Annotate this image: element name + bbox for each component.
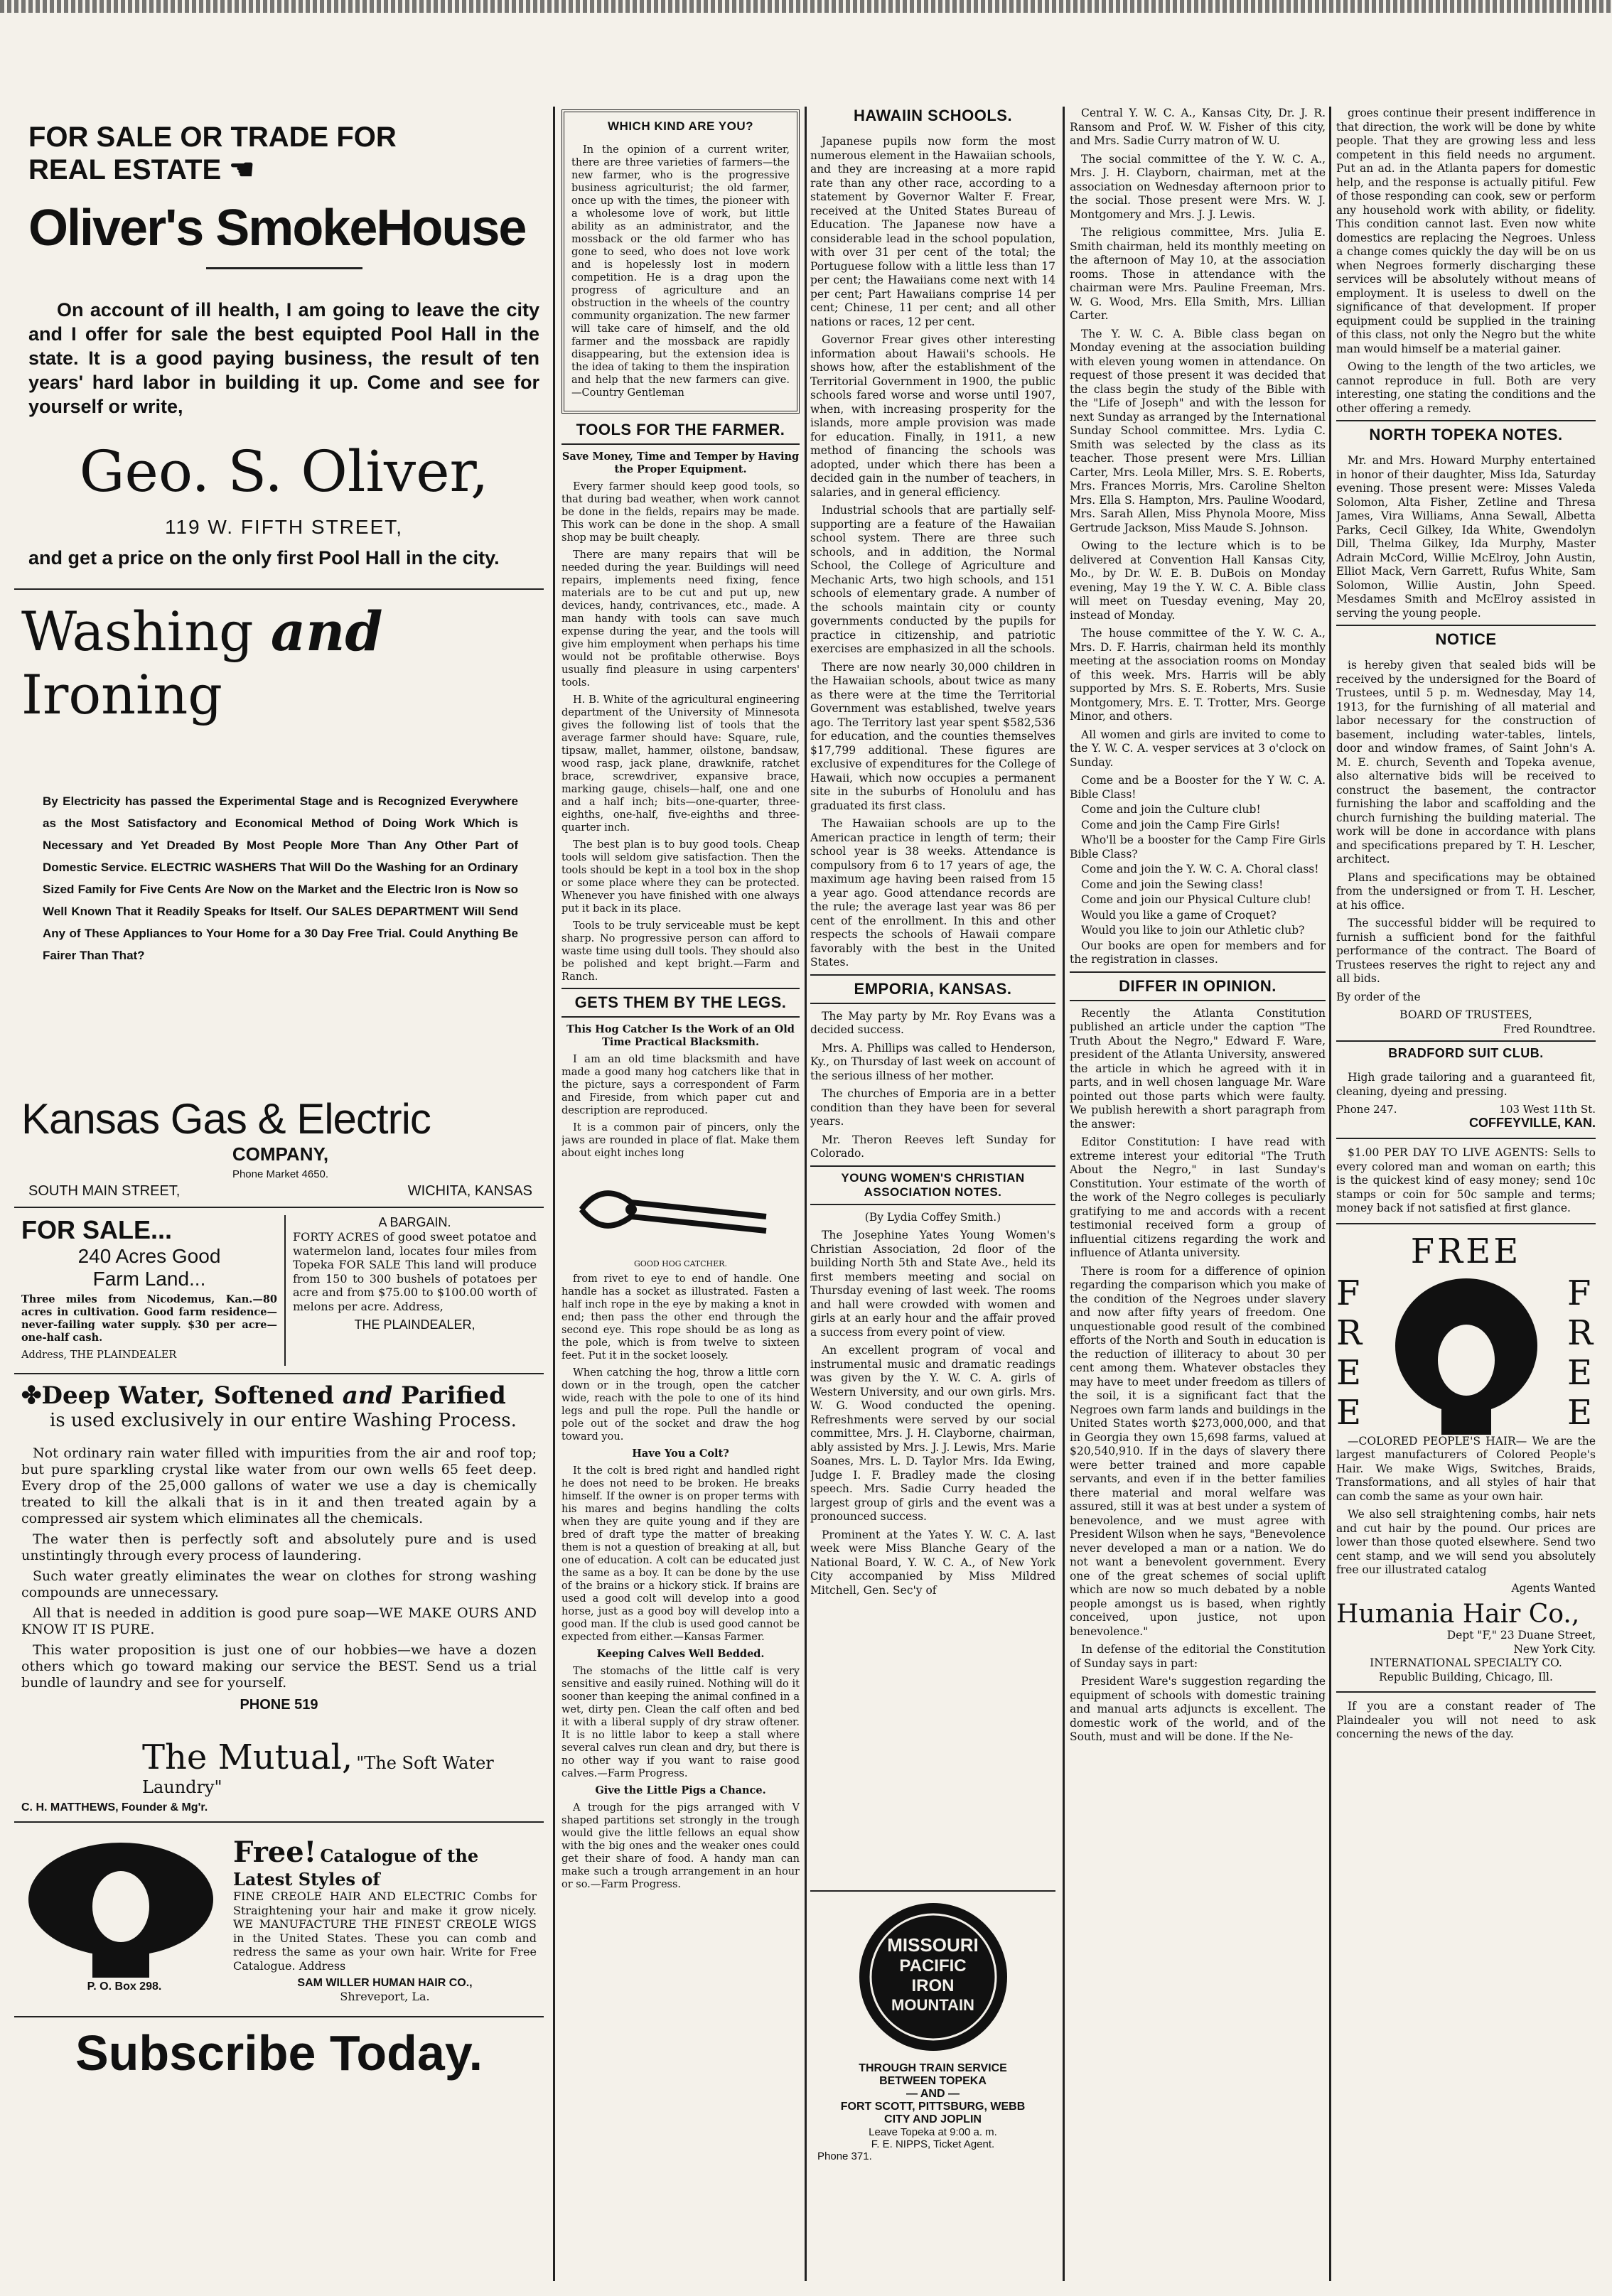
ad-body: On account of ill health, I am going to leave the city and I offer for sale the best equipted Pool Hall in the state. It is a good paying business, the result of ten years' hard labor in building it up. Come and see for yourself or write,	[28, 299, 539, 417]
slogan-item: Would you like to join our Athletic club?	[1081, 924, 1305, 937]
column-rule	[1063, 107, 1065, 2281]
article-paragraph: It is a common pair of pincers, only the jaws are rounded in place of flat. Make them about eight inches long	[561, 1122, 800, 1159]
divider	[14, 1207, 544, 1208]
article-paragraph: The religious committee, Mrs. Julia E. Smith chairman, held its monthly meeting on the afternoon of May 10, at the association rooms. Those in attendance with the chairman were Mrs. Pauline Freeman, Mrs. W. G. Wood, Mrs. Ella Smith, Mrs. Lillian Carter.	[1070, 226, 1326, 322]
mutual-line: The Mutual, "The Soft Water Laundry"	[142, 1737, 494, 1797]
ad-headline: FOR SALE OR TRADE FOR	[28, 122, 397, 153]
land-body: Three miles from Nicodemus, Kan.—80 acres in cultivation. Good farm residence—never-failing water supply. $30 per acre—one-half cash.	[21, 1293, 277, 1344]
article-paragraph: The house committee of the Y. W. C. A., Mrs. D. F. Harris, chairman held its monthly meeting at the association rooms on Monday of this week. Mrs. Harris will be ably supported by Mrs. S. E. Roberts, Mrs. Susie Montgomery, Mrs. E. T. Trotter, Mrs. George Minor, and others.	[1070, 627, 1326, 723]
free-vertical: FREE	[1567, 1273, 1594, 1433]
article-paragraph: When catching the hog, throw a little corn down or in the trough, open the catcher wide, reach with the pole to one of its hind legs and pull the rope. Pull the handle or pole out of the socket and draw the hog toward you.	[561, 1367, 800, 1443]
ads-column	[14, 107, 544, 2281]
free-hair-ad	[1336, 1271, 1596, 1435]
water-subtitle: is used exclusively in our entire Washing Process.	[50, 1410, 517, 1431]
article-title: EMPORIA, KANSAS.	[810, 974, 1055, 1004]
owner-address: 119 W. FIFTH STREET,	[164, 516, 404, 538]
article-paragraph: Owing to the length of the two articles, we cannot reproduce in full. Both are very interesting, one stating the conditions and the other offering a remedy.	[1336, 360, 1596, 415]
article-subtitle: This Hog Catcher Is the Work of an Old Time Practical Blacksmith.	[566, 1023, 795, 1048]
divider	[1336, 1138, 1596, 1139]
creole-image	[21, 1836, 227, 2003]
rr-line: BETWEEN TOPEKA	[879, 2075, 987, 2087]
phone: Phone Market 4650.	[232, 1168, 329, 1180]
article-paragraph: The May party by Mr. Roy Evans was a decided success.	[810, 1009, 1055, 1036]
washing-body: By Electricity has passed the Experimental Stage and is Recognized Everywhere as the Most Satisfactory and Economical Method of Doing Work Which is Necessary and Yet Dreaded By Most People More Than Any Other Part of Domestic Service. ELECTRIC WASHERS That Will Do the Washing for an Ordinary Sized Family for Five Cents Are Now on the Market and the Electric Iron is Now so Well Known That it Readily Speaks for Itself. Our SALES DEPARTMENT Will Send Any of These Appliances to Your Home for a 30 Day Free Trial. Could Anything Be Fairer Than That?	[43, 794, 518, 962]
hair-address: Dept "F," 23 Duane Street,	[1446, 1629, 1596, 1642]
divider	[14, 1373, 544, 1374]
rr-line: F. E. NIPPS, Ticket Agent.	[871, 2138, 995, 2150]
article-title: GETS THEM BY THE LEGS.	[561, 988, 800, 1018]
article-paragraph: Recently the Atlanta Constitution published an article under the caption "The Truth About the Negro," Edward F. Ware, president of the Atlanta University, answered the article in which he agreed with it in parts, and in well chosen language Mr. Ware pointed out those parts which were faulty. We publish herewith a short paragraph from the answer:	[1070, 1006, 1326, 1131]
article-subtitle: Save Money, Time and Temper by Having the Proper Equipment.	[561, 451, 800, 475]
column-rule	[805, 107, 807, 2281]
hair-address: INTERNATIONAL SPECIALTY CO.	[1370, 1656, 1562, 1669]
article-title: DIFFER IN OPINION.	[1070, 971, 1326, 1001]
article-paragraph: Governor Frear gives other interesting information about Hawaii's schools. He shows how, after the establishment of the Territorial Government in 1900, the public schools fared worse and worse until 1907, when, with increasing prosperity for the islands, more ample provision was made for education. Finally, in 1911, a new method of financing the schools was adopted, under which there has been a decided gain in the number of teachers, in salaries, and in general efficiency.	[810, 333, 1055, 499]
notice-signature: Fred Roundtree.	[1503, 1022, 1596, 1035]
slogan-item: Would you like a game of Croquet?	[1081, 908, 1277, 922]
divider	[1336, 1223, 1596, 1224]
notice-signature: BOARD OF TRUSTEES,	[1399, 1008, 1532, 1021]
article-paragraph: Every farmer should keep good tools, so that during bad weather, when work cannot be done in the fields, repairs may be made. This work can be done in the shop. A small shop may be built cheaply.	[561, 481, 800, 544]
column-4	[1070, 107, 1326, 2281]
article-paragraph: Our books are open for members and for the registration in classes.	[1070, 939, 1326, 966]
land-address: Address, THE PLAINDEALER	[21, 1349, 177, 1361]
ad-footer: and get a price on the only first Pool Hall in the city.	[28, 547, 500, 568]
article-paragraph: Tools to be truly serviceable must be kept sharp. No progressive person can afford to waste time using dull tools. They should also be polished and kept bright.—Farm and Ranch.	[561, 920, 800, 983]
land-title: FOR SALE...	[21, 1215, 173, 1244]
article-paragraph: —COLORED PEOPLE'S HAIR— We are the largest manufacturers of Colored People's Hair. We make Wigs, Switches, Braids, Transformations, and all styles of hair that can comb the same as your own hair.	[1336, 1434, 1596, 1503]
article-paragraph: Plans and specifications may be obtained from the undersigned or from T. H. Lescher, at his office.	[1336, 871, 1596, 912]
article-title: NOTICE	[1336, 625, 1596, 653]
article-paragraph: Mr. and Mrs. Howard Murphy entertained in honor of their daughter, Miss Ida, Saturday evening. Those present were: Misses Valeda Solomon, Alta Fisher, Zetline and Thresa James, Vira Williams, Anna Sewall, Albetta Parks, Cecil Gilkey, Ida White, Gwendolyn Dill, Thelma Gilkey, Ida Murphy, Master Adrain McCord, Willie McElroy, John Austin, Elliot Mack, Vern Garrett, Rufus White, Sam Solomon, Willie Austin, John Speed. Mesdames Smith and McElroy assisted in serving the young people.	[1336, 454, 1596, 620]
water-title: ✤Deep Water, Softened and Parified	[21, 1381, 506, 1410]
article-paragraph: Owing to the lecture which is to be delivered at Convention Hall Kansas City, Mo., by Dr. W. E. B. DuBois on Monday evening, May 19 the Y. W. C. A. Bible class will meet on Tuesday evening, May 20, instead of Monday.	[1070, 539, 1326, 622]
notice-signature: By order of the	[1336, 990, 1421, 1003]
subscribe-banner: Subscribe Today.	[75, 2025, 483, 2081]
article-paragraph: The best plan is to buy good tools. Cheap tools will seldom give satisfaction. Then the tools should be kept in a tool box in the shop or some place where they can be protected. Whenever you have finished with one always put it back in its place.	[561, 839, 800, 915]
column-5	[1336, 107, 1596, 2281]
article-title: YOUNG WOMEN'S CHRISTIAN ASSOCIATION NOTES.	[810, 1165, 1055, 1205]
article-paragraph: An excellent program of vocal and instrumental music and dramatic readings was given by the Y. W. C. A. girls of Western University, and our own girls. Mrs. W. G. Wood conducted the opening. Refreshments were served by our social committee, Mrs. J. H. Clayborne, chairman, ably assisted by Mrs. J. J. Lewis, Mrs. Marie Soanes, Mrs. L. D. Taylor Mrs. Ida Ewing, Judge I. F. Bradley made the closing speech. Mrs. Sadie Curry headed the largest group of girls and the event was a pronounced success.	[810, 1344, 1055, 1523]
article-paragraph: The Y. W. C. A. Bible class began on Monday evening at the association building with eleven young women in attendance. On request of those present it was decided that the class begin the study of the Bible with the "Life of Joseph" and with the lesson for next Sunday as arranged by the International Sunday School committee. Mrs. Lydia C. Smith was selected by the class as its teacher. Those present were Mrs. Lillian Carter, Mrs. Leola Miller, Mrs. S. E. Roberts, Mrs. Frances Morris, Mrs. Caroline Shelton Mrs. Ella S. Hampton, Mrs. Pauline Woodard, Mrs. Sarah Allen, Miss Phynola Moore, Miss Gertrude Jackson, Miss Maude S. Johnson.	[1070, 327, 1326, 534]
divider	[1336, 1691, 1596, 1693]
article-paragraph: Japanese pupils now form the most numerous element in the Hawaiian schools, and they are increasing at a more rapid rate than any other race, according to a statement by Governor Walter F. Frear, received at the United States Bureau of Education. The Japanese now have a considerable lead in the school population, with over 31 per cent of the total; the Portuguese follow with a little less than 17 per cent; the Hawaiians come next with 14 per cent; Part Hawaiians comprise 14 per cent; Chinese, 11 per cent; and all other nations or races, 12 per cent.	[810, 135, 1055, 328]
divider	[206, 267, 362, 269]
water-paragraph: Such water greatly eliminates the wear on clothes for strong washing compounds are unnecessary.	[21, 1568, 537, 1600]
article-paragraph: High grade tailoring and a guaranteed fit, cleaning, dyeing and pressing.	[1336, 1071, 1596, 1098]
ad-land	[14, 1215, 286, 1366]
free-banner: FREE	[1410, 1231, 1522, 1271]
article-paragraph: The stomachs of the little calf is very sensitive and easily ruined. Nothing will do it sooner than keeping the animal confined in a wet, dirty pen. Clean the calf often and bed it with a liberal supply of dry straw oftener. It is no little labor to keep a stall where several calves run clean and dry, but there is no other way if you want to raise good calves.—Farm Progress.	[561, 1666, 800, 1779]
reader-note: If you are a constant reader of The Plaindealer you will not need to ask concerning the news of the day.	[1336, 1700, 1596, 1740]
article-paragraph: We also sell straightening combs, hair nets and cut hair by the pound. Our prices are lower than those quoted elsewhere. Send two cent stamp, and we will send you absolutely free our illustrated catalog	[1336, 1508, 1596, 1576]
article-title: Give the Little Pigs a Chance.	[595, 1784, 766, 1796]
bargain-body: FORTY ACRES of good sweet potatoe and watermelon land, locates four miles from Topeka FOR SALE This land will produce from 150 to 300 bushels of potatoes per acre and from $75.00 to $100.00 worth of melons per acre. Address,	[293, 1230, 537, 1313]
rr-line: Phone 371.	[817, 2150, 872, 2162]
creole-text	[227, 1836, 537, 2003]
figure-caption: GOOD HOG CATCHER.	[634, 1259, 727, 1268]
article-title: BRADFORD SUIT CLUB.	[1336, 1040, 1596, 1065]
pointing-hand-icon: ☚	[229, 154, 255, 185]
article-paragraph: The social committee of the Y. W. C. A., Mrs. J. H. Clayborn, chairman, met at the association on Wednesday afternoon prior to the social. Those present were Mrs. W. J. Montgomery and Mrs. J. J. Lewis.	[1070, 152, 1326, 221]
article-paragraph: There is room for a difference of opinion regarding the comparison which you make of the condition of the Negroes under slavery and now after fifty years of freedom. One unquestionable good result of the combined efforts of the North and South in education is the reduction of illiteracy to about 30 per cent among them. Whatever obstacles they may have to meet under freedom as tillers of the soil, it is a significant fact that the Negroes own farm lands and buildings in the United States worth $273,000,000, and that in Georgia they own 15,698 farms, valued at $20,540,910. If in the days of slavery there were better trained and more capable servants, and even if in the better families there material and moral welfare was assured, still it was at best under a system of benevolence, and we must agree with President Wilson when he says, "Benevolence never developed a man or a nation. We do not want a benevolent government. Every one of the great schemes of social uplift which are now so much debated by a noble people amongst us is based, when rightly conceived, upon justice, not upon benevolence."	[1070, 1264, 1326, 1638]
water-paragraph: The water then is perfectly soft and absolutely pure and is used unstintingly through every process of laundering.	[21, 1531, 537, 1563]
article-title: Have You a Colt?	[632, 1448, 729, 1460]
hair-address: New York City.	[1513, 1642, 1596, 1656]
article-paragraph: A trough for the pigs arranged with V shaped partitions set strongly in the trough would give the little fellows an equal show with the big ones and the weaker ones could get their share of food. A handy man can make such a trough arrangement in an hour or so.—Farm Progress.	[561, 1802, 800, 1890]
article-title: HAWAIIN SCHOOLS.	[853, 107, 1013, 124]
ad-railroad	[810, 1890, 1055, 2275]
article-body: In the opinion of a current writer, there are three varieties of farmers—the new farmer, who is the progressive business agriculturist; the old farmer, once up with the times, the pioneer with a wholesome love of work, but little ability as an administrator, and the mossback or the old farmer who has gone to seed, who does not love work and is hopelessly lost in modern competition. He is a drag upon the progress of agriculture and an obstruction in the wheels of the country community organization. The new farmer will take care of himself, and the old farmer and the mossback are rapidly disappearing, but the extension idea is the idea of taking to them the inspiration and help that the new farmers can give.—Country Gentleman	[571, 144, 790, 399]
company-address: SOUTH MAIN STREET, WICHITA, KANSAS	[28, 1183, 532, 1199]
article-paragraph: I am an old time blacksmith and have made a good many hog catchers like that in the picture, says a correspondent of Farm and Fireside, from which paper cut and description are reproduced.	[561, 1054, 800, 1116]
hog-catcher-icon	[574, 1167, 788, 1252]
slogan-item: Come and join our Physical Culture club!	[1081, 893, 1311, 906]
article-paragraph: President Ware's suggestion regarding the equipment of schools with domestic training and manual arts adjuncts is excellent. The domestic work of the world, and of the South, must and will be done. If the Ne-	[1070, 1675, 1326, 1743]
article-paragraph: Prominent at the Yates Y. W. C. A. last week were Miss Blanche Geary of the National Board, Y. W. C. A., of New York City accompanied by Miss Mildred Mitchell, Gen. Sec'y of	[810, 1528, 1055, 1597]
article-title: NORTH TOPEKA NOTES.	[1336, 420, 1596, 448]
ad-real-estate	[14, 107, 544, 570]
article-paragraph: All women and girls are invited to come to the Y. W. C. A. vesper services at 3 o'clock on Sunday.	[1070, 728, 1326, 769]
washing-title: Washing and Ironing	[21, 600, 383, 726]
slogan-item: Come and join the Sewing class!	[1081, 878, 1264, 891]
company-suffix: COMPANY,	[232, 1143, 329, 1165]
free-vertical: FREE	[1336, 1273, 1363, 1433]
article-paragraph: Industrial schools that are partially self-supporting are a feature of the Hawaiian school system. There are three such schools, and in addition, the Normal School, the College of Agriculture and Mechanic Arts, two high schools, and 151 schools of elementary grade. A number of the schools maintain city or county governments conducted by the pupils for practice in citizenship, and patriotic exercises are emphasized in all the schools.	[810, 504, 1055, 655]
water-paragraph: This water proposition is just one of our hobbies—we have a dozen others which go toward making our service the BEST. Send us a trial bundle of laundry and see for yourself.	[21, 1642, 537, 1691]
article-paragraph: $1.00 PER DAY TO LIVE AGENTS: Sells to every colored man and woman on earth; this is the quickest kind of easy money; send 10c stamps or coin for 50c sample and terms; money back if not satisfied at first glance.	[1336, 1146, 1596, 1214]
article-paragraph: The Hawaiian schools are up to the American practice in length of term; their school year is 38 weeks. Attendance is compulsory from 6 to 17 years of age, the maximum age having been raised from 15 a year ago. Good attendance records are the rule; the average last year was 86 per cent of the enrollment. In this and other respects the schools of Hawaii compare favorably with the best in the United States.	[810, 817, 1055, 969]
hair-address: Republic Building, Chicago, Ill.	[1379, 1670, 1553, 1683]
article-paragraph: Mrs. A. Phillips was called to Henderson, Ky., on Thursday of last week on account of the serious illness of her mother.	[810, 1041, 1055, 1082]
article-paragraph: In defense of the editorial the Constitution of Sunday says in part:	[1070, 1643, 1326, 1670]
ad-washing	[14, 590, 544, 1200]
slogan-list	[1070, 774, 1326, 938]
article-paragraph: Central Y. W. C. A., Kansas City, Dr. J. R. Ransom and Prof. W. W. Fisher of this city, and Mrs. Sadie Curry matron of W. U.	[1070, 107, 1326, 147]
ad-water	[14, 1381, 544, 1814]
suit-city: COFFEYVILLE, KAN.	[1468, 1116, 1596, 1130]
article-paragraph: There are now nearly 30,000 children in the Hawaiian schools, about twice as many as there were at the time the Territorial Government was established, twelve years ago. The Territory last year spent $582,536 for education, and the counties themselves $17,799 additional. These figures are exclusive of expenditures for the College of Hawaii, which now occupies a permanent site in the suburbs of Honolulu and has graduated its first class.	[810, 660, 1055, 812]
hair-agents: Agents Wanted	[1511, 1581, 1596, 1595]
woman-portrait-icon	[21, 1836, 220, 1978]
logo-text: MISSOURI PACIFIC IRON MOUNTAIN	[887, 1934, 979, 2014]
company-name: Kansas Gas & Electric	[21, 1095, 431, 1143]
hair-portrait-icon	[1385, 1271, 1548, 1435]
article-paragraph: It the colt is bred right and handled right he does not need to be broken. He breaks himself. If the owner is on proper terms with his mares and begins handling the colts when they are quite young and if they are bred of draft type the matter of breaking them is not a question of breaking at all, but one of education. A colt can be educated just the same as a boy. It can be done by the use of the brains or a hickory stick. If brains are used a good colt will develop into a good horse, just as a good boy will develop into a good man. If the club is used good cannot be expected from either.—Kansas Farmer.	[561, 1465, 800, 1643]
article-paragraph: The churches of Emporia are in a better condition than they have been for several years.	[810, 1087, 1055, 1128]
article-paragraph: The Josephine Yates Young Women's Christian Association, 2d floor of the building North 5th and State Ave., held its first members meeting and social on Thursday evening of last week. The rooms and hall were crowded with women and girls at an early hour and the affair proved a success from every point of view.	[810, 1229, 1055, 1339]
rr-line: FORT SCOTT, PITTSBURG, WEBB	[840, 2101, 1026, 2113]
slogan-item: Who'll be a booster for the Camp Fire Girls Bible Class?	[1070, 834, 1326, 861]
land-sub: Farm Land...	[92, 1268, 206, 1290]
rr-line: CITY AND JOPLIN	[884, 2113, 982, 2125]
creole-company: SAM WILLER HUMAN HAIR CO.,	[297, 1977, 473, 1989]
rr-line: Leave Topeka at 9:00 a. m.	[869, 2126, 997, 2138]
divider	[14, 1821, 544, 1823]
article-paragraph: There are many repairs that will be needed during the year. Buildings will need repairs, implements need fixing, fence materials are to be cut and put up, new devices, handy, contrivances, etc., made. A man handy with tools can save much expense during the year, and the tools will give him employment when perhaps his time would not be profitable otherwise. Boys usually find pleasure in using carpenters' tools.	[561, 549, 800, 689]
article-title: Keeping Calves Well Bedded.	[596, 1648, 765, 1660]
creole-city: Shreveport, La.	[340, 1990, 430, 2003]
top-border	[0, 0, 1612, 13]
article-paragraph: H. B. White of the agricultural engineering department of the University of Minnesota gives the following list of tools that the average farmer should have: Square, rule, tipsaw, mallet, hammer, oilstone, bandsaw, wood rasp, jack plane, drawknife, ratchet brace, screwdriver, expansive brace, marking gauge, chisels—half, one and one and a half inch; bits—one-quarter, three-eighths, one-half, five-eighths and three-quarter inch.	[561, 694, 800, 834]
byline: (By Lydia Coffey Smith.)	[864, 1210, 1001, 1224]
business-name: Oliver's SmokeHouse	[28, 200, 526, 257]
land-sub: 240 Acres Good	[77, 1245, 221, 1267]
ad-creole	[14, 1830, 544, 2009]
column-rule	[1329, 107, 1331, 2281]
ad-land-row	[14, 1215, 544, 1366]
column-2	[561, 107, 800, 2281]
article-paragraph: is hereby given that sealed bids will be received by the undersigned for the Board of Trustees, until 5 p. m. Wednesday, May 14, 1913, for the furnishing of all material and labor necessary for the construction of basement, including water-tables, lintels, door and window frames, of Saint John's A. M. E. church, Seventh and Topeka avenue, also alternative bids will be received to construct the basement, the contractor furnishing the labor and scaffolding and the church furnishing the building material. The work will be done in accordance with plans and specifications prepared by T. H. Lescher, architect.	[1336, 659, 1596, 866]
article-paragraph: groes continue their present indifference in that direction, the work will be done by white people. That they are growing less and less competent in this field needs no argument. Put an ad. in the Atlanta papers for domestic help, and the response is actually pitiful. Few of those responding can cook, sew or perform any household work with ability, or fidelity. This condition cannot last. Even now white domestics are replacing the Negroes. Unless a change comes quickly the day will be on us when Negroes formerly discharging these services will be absolutely without means of employment. It is useless to dwell on the significance of that development. If proper equipment could be supplied in the training of this class, not only the Negro but the white man would himself be a material gainer.	[1336, 107, 1596, 355]
slogan-item: Come and be a Booster for the Y W. C. A. Bible Class!	[1070, 774, 1326, 801]
water-phone: PHONE 519	[240, 1697, 318, 1713]
creole-body: FINE CREOLE HAIR AND ELECTRIC Combs for Straightening your hair and make it grow nicely. WE MANUFACTURE THE FINEST CREOLE WIGS in the United States. These you can comb and redress the same as your own hair. Write for Free Catalogue. Address	[233, 1890, 537, 1973]
slogan-item: Come and join the Y. W. C. A. Choral class!	[1081, 863, 1319, 875]
column-rule	[553, 107, 555, 2281]
which-kind-box	[561, 109, 800, 414]
hair-company: Humania Hair Co.,	[1336, 1600, 1580, 1629]
article-paragraph: Editor Constitution: I have read with extreme interest your editorial "The Truth About the Negro," in last Sunday's Constitution. Your estimate of the worth of the work of the Negro colleges is peculiarly gratifying to me and accords with a recent testimonial received form a group of influential citizens regarding the work and influence of Atlanta university.	[1070, 1136, 1326, 1259]
flourish-icon: ✤	[21, 1381, 42, 1410]
bargain-address: THE PLAINDEALER,	[354, 1317, 475, 1332]
suit-contact: Phone 247. 103 West 11th St.	[1336, 1103, 1596, 1116]
water-paragraph: Not ordinary rain water filled with impurities from the air and roof top; but pure sparkling crystal like water from our own wells 65 feet deep. Every drop of the 25,000 gallons of water we use a day is chemically treated to kill the alkali that is in it and then treated again by a compressed air system which eliminates all the chemicals.	[21, 1445, 537, 1526]
article-paragraph: from rivet to eye to end of handle. One handle has a socket as illustrated. Fasten a half inch rope in the eye by making a knot in end; then pass the other end through the second eye. This rope should be as long as the pole, which is from twelve to sixteen feet. Put it in the socket loosely.	[561, 1273, 800, 1362]
ad-bargain	[286, 1215, 544, 1366]
water-paragraph: All that is needed in addition is good pure soap—WE MAKE OURS AND KNOW IT IS PURE.	[21, 1605, 537, 1637]
rr-line: — AND —	[906, 2088, 960, 2100]
ad-headline: REAL ESTATE ☚	[28, 154, 255, 185]
bargain-title: A BARGAIN.	[378, 1215, 451, 1229]
article-title: TOOLS FOR THE FARMER.	[561, 421, 800, 445]
rr-line: THROUGH TRAIN SERVICE	[859, 2062, 1007, 2074]
creole-header: Free! Catalogue of the Latest Styles of	[233, 1836, 479, 1890]
creole-box: P. O. Box 298.	[87, 1980, 162, 1993]
article-title: WHICH KIND ARE YOU?	[608, 119, 753, 133]
slogan-item: Come and join the Camp Fire Girls!	[1081, 818, 1281, 831]
article-paragraph: Mr. Theron Reeves left Sunday for Colorado.	[810, 1133, 1055, 1160]
article-paragraph: The successful bidder will be required to furnish a sufficient bond for the faithful performance of the contract. The Board of Trustees reserves the right to reject any and all bids.	[1336, 917, 1596, 985]
founder: C. H. MATTHEWS, Founder & Mg'r.	[21, 1801, 208, 1813]
slogan-item: Come and join the Culture club!	[1081, 803, 1261, 816]
divider	[14, 2016, 544, 2017]
owner-name: Geo. S. Oliver,	[79, 438, 489, 505]
